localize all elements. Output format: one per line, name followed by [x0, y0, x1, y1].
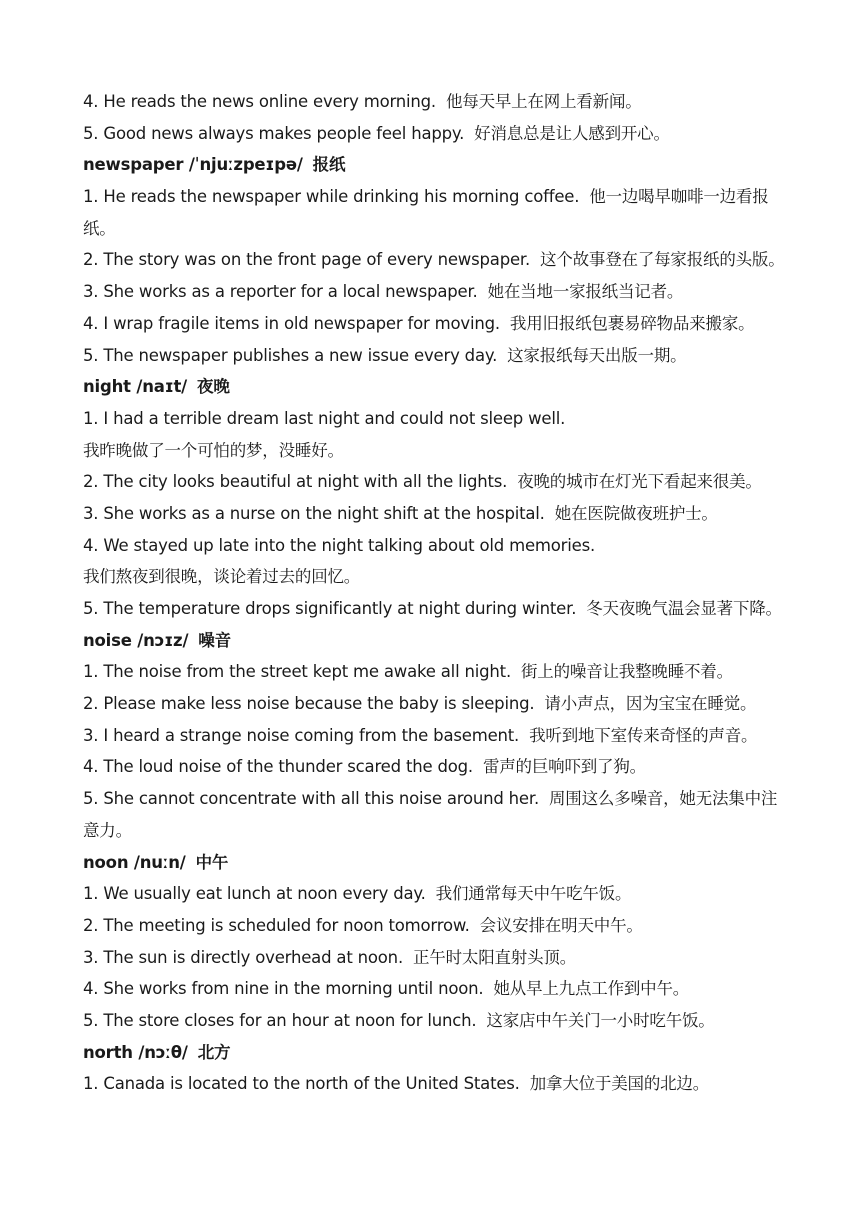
- english-text: 1. The noise from the street kept me awake all night.: [83, 662, 511, 682]
- chinese-text: 我听到地下室传来奇怪的声音。: [529, 725, 758, 745]
- word-heading: [83, 1037, 803, 1069]
- english-text: 5. She cannot concentrate with all this noise around her.: [83, 789, 539, 809]
- english-text: 5. The store closes for an hour at noon for lunch.: [83, 1010, 477, 1030]
- chinese-text: 雷声的巨响吓到了狗。: [482, 757, 646, 777]
- chinese-text: 好消息总是让人感到开心。: [474, 123, 670, 143]
- english-text: 2. The city looks beautiful at night with all the lights.: [83, 472, 508, 492]
- example-sentence: [83, 498, 803, 530]
- chinese-text: 我昨晚做了一个可怕的梦，没睡好。: [83, 440, 344, 460]
- example-sentence: [83, 593, 803, 625]
- word-meaning: 噪音: [198, 630, 231, 650]
- word-meaning: 报纸: [312, 155, 346, 175]
- word-heading: [83, 149, 803, 181]
- english-text: 1. Canada is located to the north of the United States.: [83, 1074, 520, 1094]
- example-sentence: [83, 530, 803, 562]
- chinese-text: 这家店中午关门一小时吃午饭。: [486, 1010, 715, 1030]
- translation-continuation: [83, 815, 803, 847]
- english-text: 2. The story was on the front page of every newspaper.: [83, 250, 531, 270]
- translation-continuation: [83, 435, 803, 467]
- example-sentence: [83, 86, 803, 118]
- example-sentence: [83, 973, 803, 1005]
- example-sentence: [83, 942, 803, 974]
- chinese-text: 他一边喝早咖啡一边看报: [589, 187, 769, 207]
- chinese-text: 会议安排在明天中午。: [479, 915, 643, 935]
- chinese-text: 正午时太阳直射头顶。: [413, 947, 577, 967]
- chinese-text: 周围这么多噪音，她无法集中注: [549, 789, 778, 809]
- english-text: 3. The sun is directly overhead at noon.: [83, 947, 403, 967]
- example-sentence: [83, 1005, 803, 1037]
- chinese-text: 加拿大位于美国的北边。: [529, 1074, 710, 1094]
- english-text: 1. I had a terrible dream last night and could not sleep well.: [83, 408, 566, 428]
- word-phonetic: noon /nuːn/: [83, 852, 186, 872]
- example-sentence: [83, 181, 803, 213]
- word-heading: [83, 625, 803, 657]
- example-sentence: [83, 688, 803, 720]
- chinese-text: 我们通常每天中午吃午饭。: [435, 884, 632, 904]
- example-sentence: [83, 118, 803, 150]
- english-text: 3. I heard a strange noise coming from the basement.: [83, 725, 520, 745]
- word-meaning: 北方: [197, 1042, 231, 1062]
- chinese-text: 这个故事登在了每家报纸的头版。: [540, 250, 785, 270]
- english-text: 5. The temperature drops significantly at night during winter.: [83, 599, 577, 618]
- chinese-text: 街上的噪音让我整晚睡不着。: [521, 662, 733, 682]
- english-text: 2. Please make less noise because the baby is sleeping.: [83, 694, 535, 714]
- translation-continuation: [83, 561, 803, 593]
- chinese-text: 我们熬夜到很晚，谈论着过去的回忆。: [83, 567, 361, 587]
- example-sentence: [83, 910, 803, 942]
- english-text: 4. She works from nine in the morning until noon.: [83, 979, 484, 999]
- translation-continuation: [83, 213, 803, 245]
- english-text: 4. He reads the news online every morning.: [83, 92, 436, 111]
- example-sentence: [83, 783, 803, 815]
- word-heading: [83, 371, 803, 403]
- example-sentence: [83, 276, 803, 308]
- word-phonetic: north /nɔːθ/: [83, 1042, 188, 1062]
- english-text: 3. She works as a nurse on the night shift at the hospital.: [83, 503, 545, 523]
- english-text: 2. The meeting is scheduled for noon tomorrow.: [83, 915, 470, 935]
- chinese-text: 意力。: [83, 820, 132, 840]
- english-text: 1. We usually eat lunch at noon every day.: [83, 884, 426, 904]
- chinese-text: 她从早上九点工作到中午。: [493, 979, 690, 999]
- chinese-text: 这家报纸每天出版一期。: [507, 345, 687, 365]
- english-text: 4. The loud noise of the thunder scared the dog.: [83, 757, 473, 777]
- english-text: 4. I wrap fragile items in old newspaper for moving.: [83, 313, 500, 333]
- example-sentence: [83, 720, 803, 752]
- word-phonetic: night /naɪt/: [83, 377, 188, 397]
- english-text: 1. He reads the newspaper while drinking his morning coffee.: [83, 187, 580, 207]
- chinese-text: 请小声点，因为宝宝在睡觉。: [544, 694, 757, 714]
- chinese-text: 我用旧报纸包裹易碎物品来搬家。: [509, 313, 755, 333]
- chinese-text: 他每天早上在网上看新闻。: [445, 92, 642, 111]
- example-sentence: [83, 340, 803, 372]
- english-text: 4. We stayed up late into the night talking about old memories.: [83, 535, 596, 555]
- example-sentence: [83, 308, 803, 340]
- word-phonetic: noise /nɔɪz/: [83, 630, 189, 650]
- vocabulary-document: [83, 86, 803, 1100]
- example-sentence: [83, 878, 803, 910]
- word-heading: [83, 847, 803, 879]
- english-text: 3. She works as a reporter for a local newspaper.: [83, 282, 478, 302]
- example-sentence: [83, 1068, 803, 1100]
- chinese-text: 纸。: [83, 218, 116, 238]
- example-sentence: [83, 466, 803, 498]
- example-sentence: [83, 403, 803, 435]
- example-sentence: [83, 656, 803, 688]
- word-phonetic: newspaper /ˈnjuːzpeɪpə/: [83, 155, 303, 175]
- word-meaning: 中午: [195, 852, 229, 872]
- chinese-text: 她在医院做夜班护士。: [554, 503, 718, 523]
- example-sentence: [83, 751, 803, 783]
- word-meaning: 夜晚: [197, 377, 230, 397]
- chinese-text: 她在当地一家报纸当记者。: [487, 282, 684, 302]
- english-text: 5. The newspaper publishes a new issue every day.: [83, 345, 498, 365]
- chinese-text: 夜晚的城市在灯光下看起来很美。: [517, 472, 762, 492]
- chinese-text: 冬天夜晚气温会显著下降。: [586, 599, 782, 618]
- english-text: 5. Good news always makes people feel happy.: [83, 123, 465, 143]
- example-sentence: [83, 244, 803, 276]
